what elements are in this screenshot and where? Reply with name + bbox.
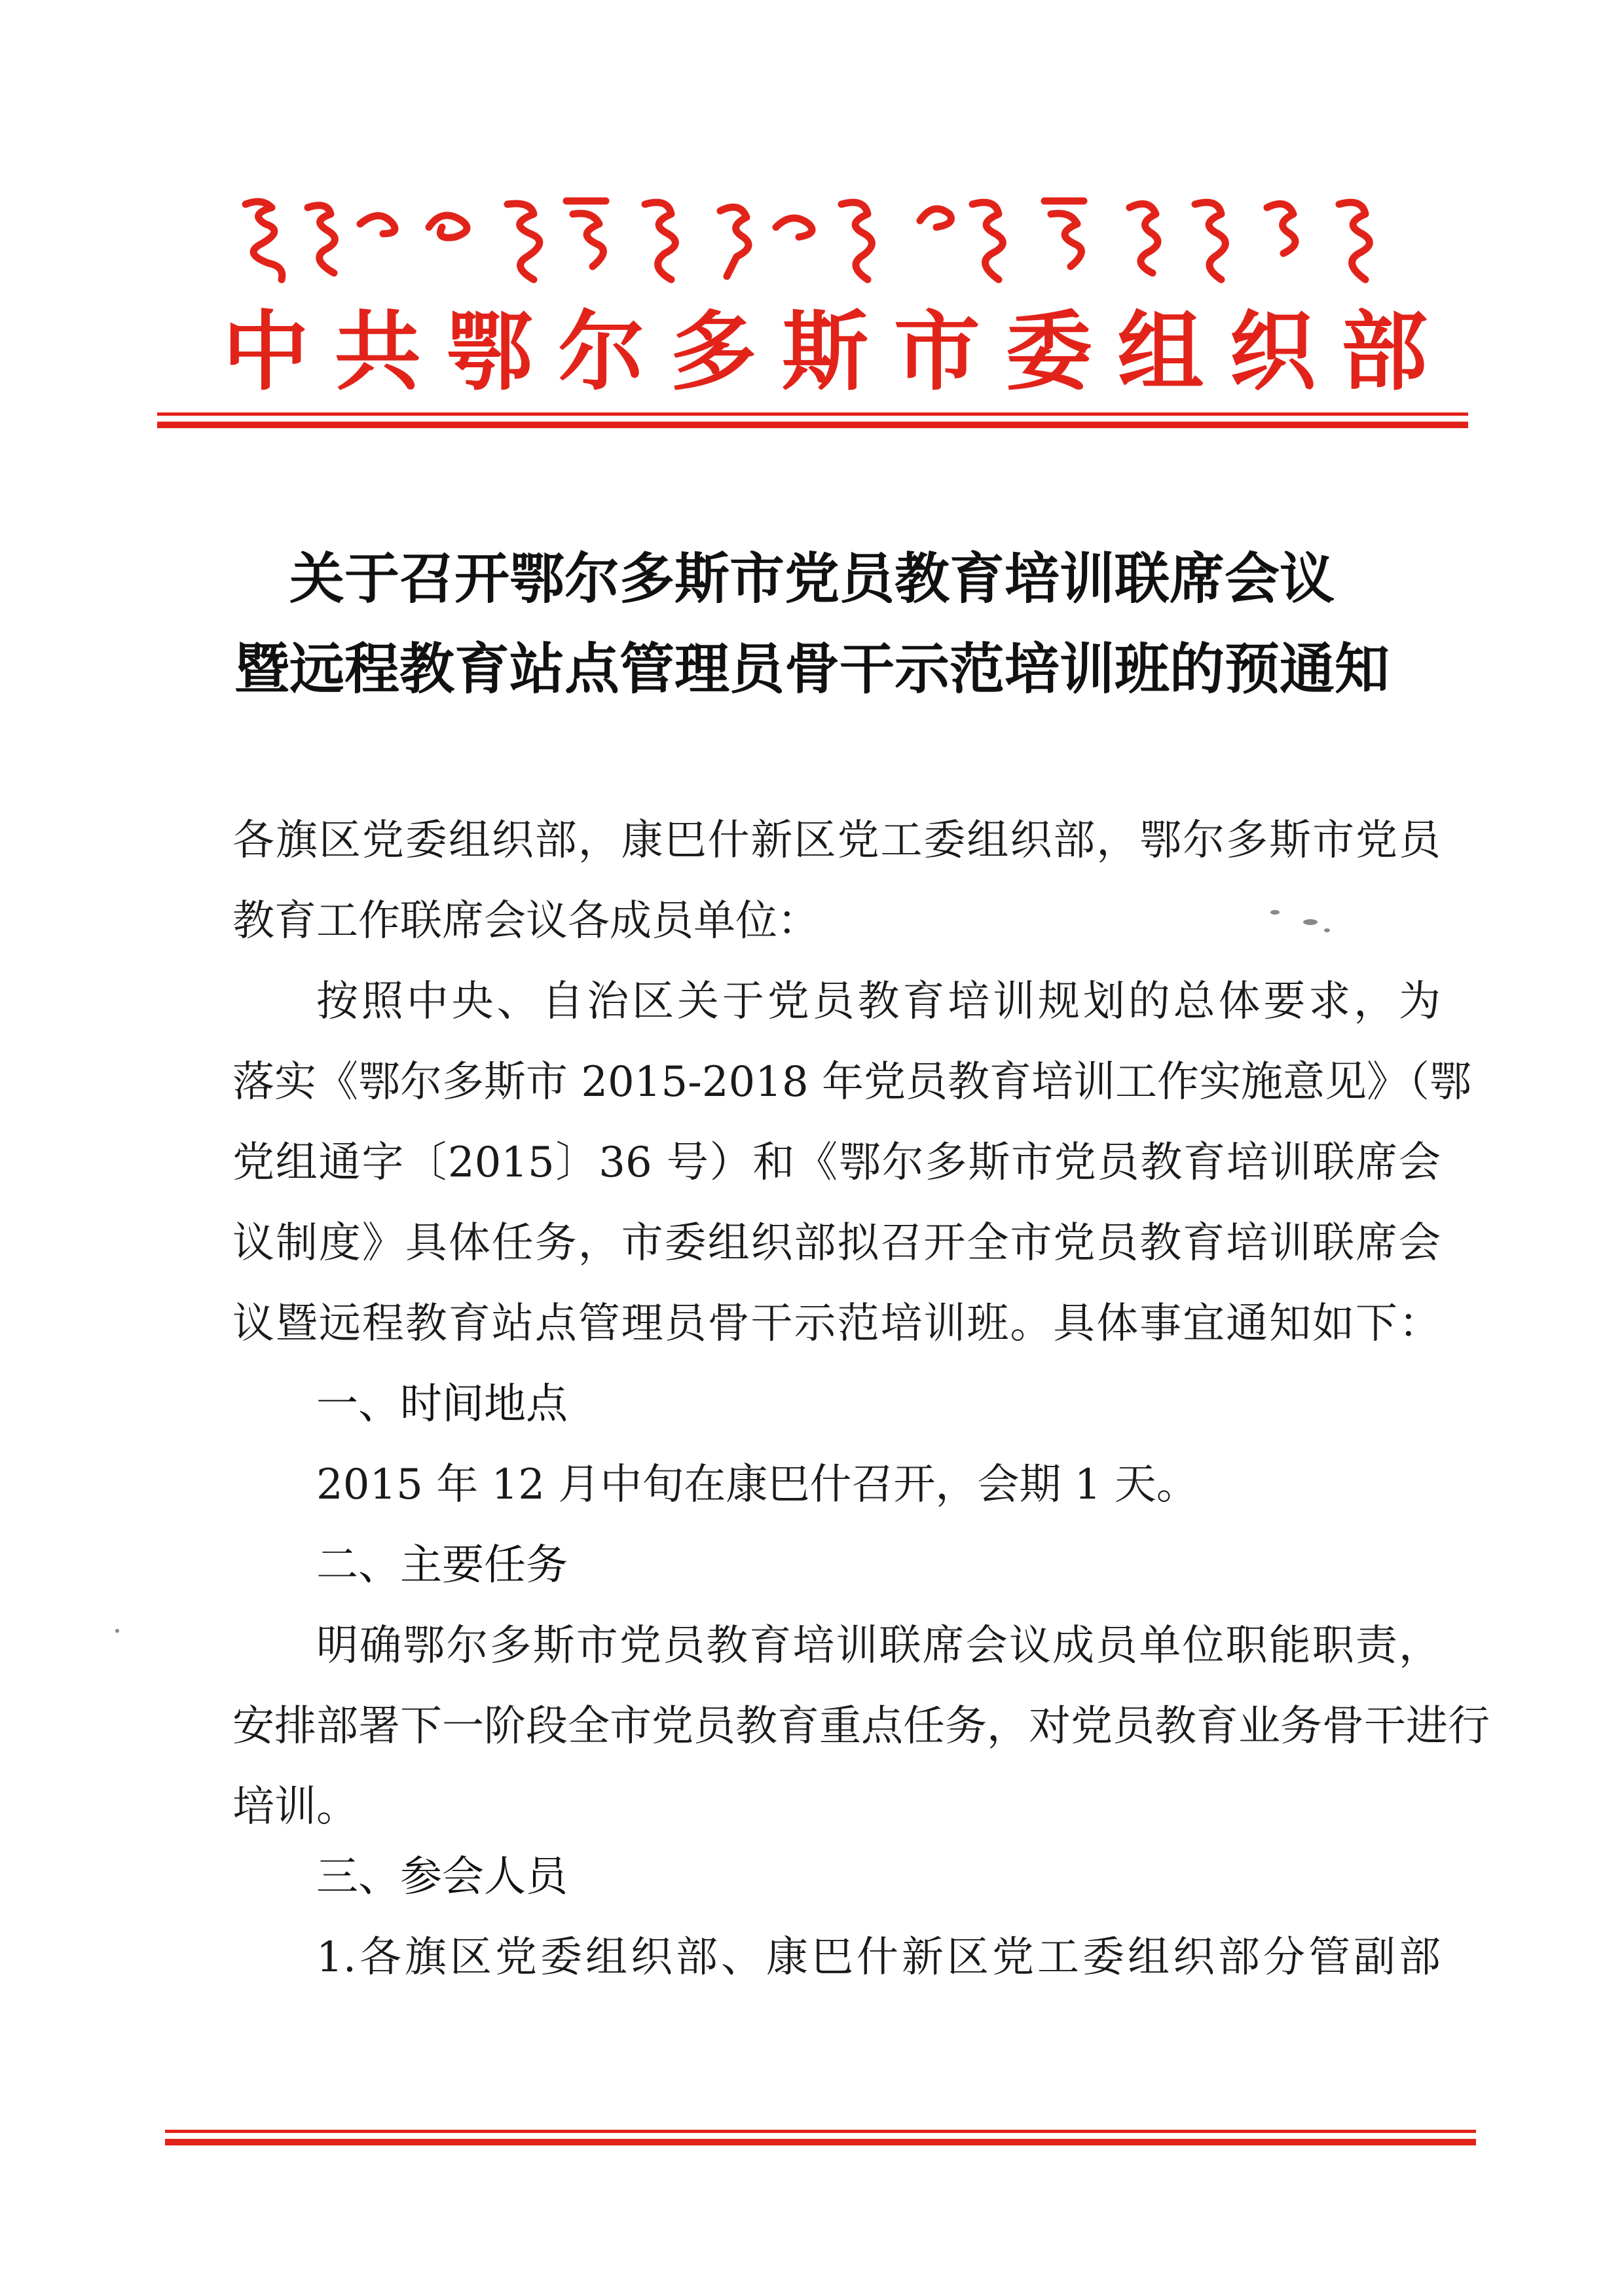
intro-line-5: 议暨远程教育站点管理员骨干示范培训班。具体事宜通知如下：	[232, 1300, 1441, 1348]
scan-speck	[115, 1629, 119, 1633]
footer-divider-thick	[165, 2139, 1476, 2145]
section-heading-main-tasks: 二、主要任务	[316, 1541, 568, 1590]
scan-speck	[1324, 928, 1330, 932]
org-name-char: 共	[334, 301, 421, 403]
main-tasks-line-1: 明确鄂尔多斯市党员教育培训联席会议成员单位职能职责，	[316, 1622, 1441, 1670]
org-name-char: 委	[1005, 301, 1092, 403]
section-main-tasks-text	[232, 1606, 1490, 1848]
scan-speck	[1303, 919, 1318, 925]
addressee-line-1: 各旗区党委组织部，康巴什新区党工委组织部，鄂尔多斯市党员	[232, 816, 1441, 865]
scan-speck	[1270, 910, 1280, 915]
section-heading-attendees: 三、参会人员	[316, 1853, 568, 1901]
mongolian-script-mark	[232, 191, 1408, 289]
section-time-place-text	[232, 1445, 1441, 1525]
section-heading-time-place: 一、时间地点	[316, 1380, 568, 1429]
addressee-line-2: 教育工作联席会议各成员单位：	[232, 897, 819, 945]
addressee	[232, 801, 1441, 962]
issuing-organization-name	[223, 293, 1428, 411]
org-name-char: 中	[223, 301, 309, 403]
letterhead-divider-thin	[157, 412, 1468, 416]
org-name-char: 部	[1340, 301, 1428, 403]
org-name-char: 多	[670, 301, 757, 403]
intro-line-2: 落实《鄂尔多斯市 2015-2018 年党员教育培训工作实施意见》（鄂	[232, 1058, 1472, 1106]
intro-paragraph	[232, 962, 1472, 1364]
attendees-item-1: 1.各旗区党委组织部、康巴什新区党工委组织部分管副部	[316, 1933, 1441, 1982]
letterhead-divider-thick	[157, 422, 1468, 428]
section-attendees-text	[232, 1918, 1441, 1998]
intro-line-3: 党组通字〔2015〕36 号）和《鄂尔多斯市党员教育培训联席会	[232, 1139, 1441, 1187]
time-place-line: 2015 年 12 月中旬在康巴什召开，会期 1 天。	[316, 1461, 1198, 1509]
org-name-char: 织	[1229, 301, 1316, 403]
org-name-char: 组	[1117, 301, 1204, 403]
org-name-char: 尔	[558, 301, 645, 403]
intro-line-4: 议制度》具体任务，市委组织部拟召开全市党员教育培训联席会	[232, 1219, 1441, 1267]
title-line-2: 暨远程教育站点管理员骨干示范培训班的预通知	[234, 636, 1390, 701]
footer-divider-thin	[165, 2130, 1476, 2133]
intro-line-1: 按照中央、自治区关于党员教育培训规划的总体要求，为	[316, 977, 1441, 1026]
document-title	[196, 534, 1428, 714]
org-name-char: 斯	[781, 301, 868, 403]
title-line-1: 关于召开鄂尔多斯市党员教育培训联席会议	[289, 546, 1335, 611]
org-name-char: 鄂	[446, 301, 533, 403]
main-tasks-line-3: 培训。	[232, 1783, 358, 1831]
org-name-char: 市	[893, 301, 980, 403]
main-tasks-line-2: 安排部署下一阶段全市党员教育重点任务，对党员教育业务骨干进行	[232, 1702, 1490, 1751]
